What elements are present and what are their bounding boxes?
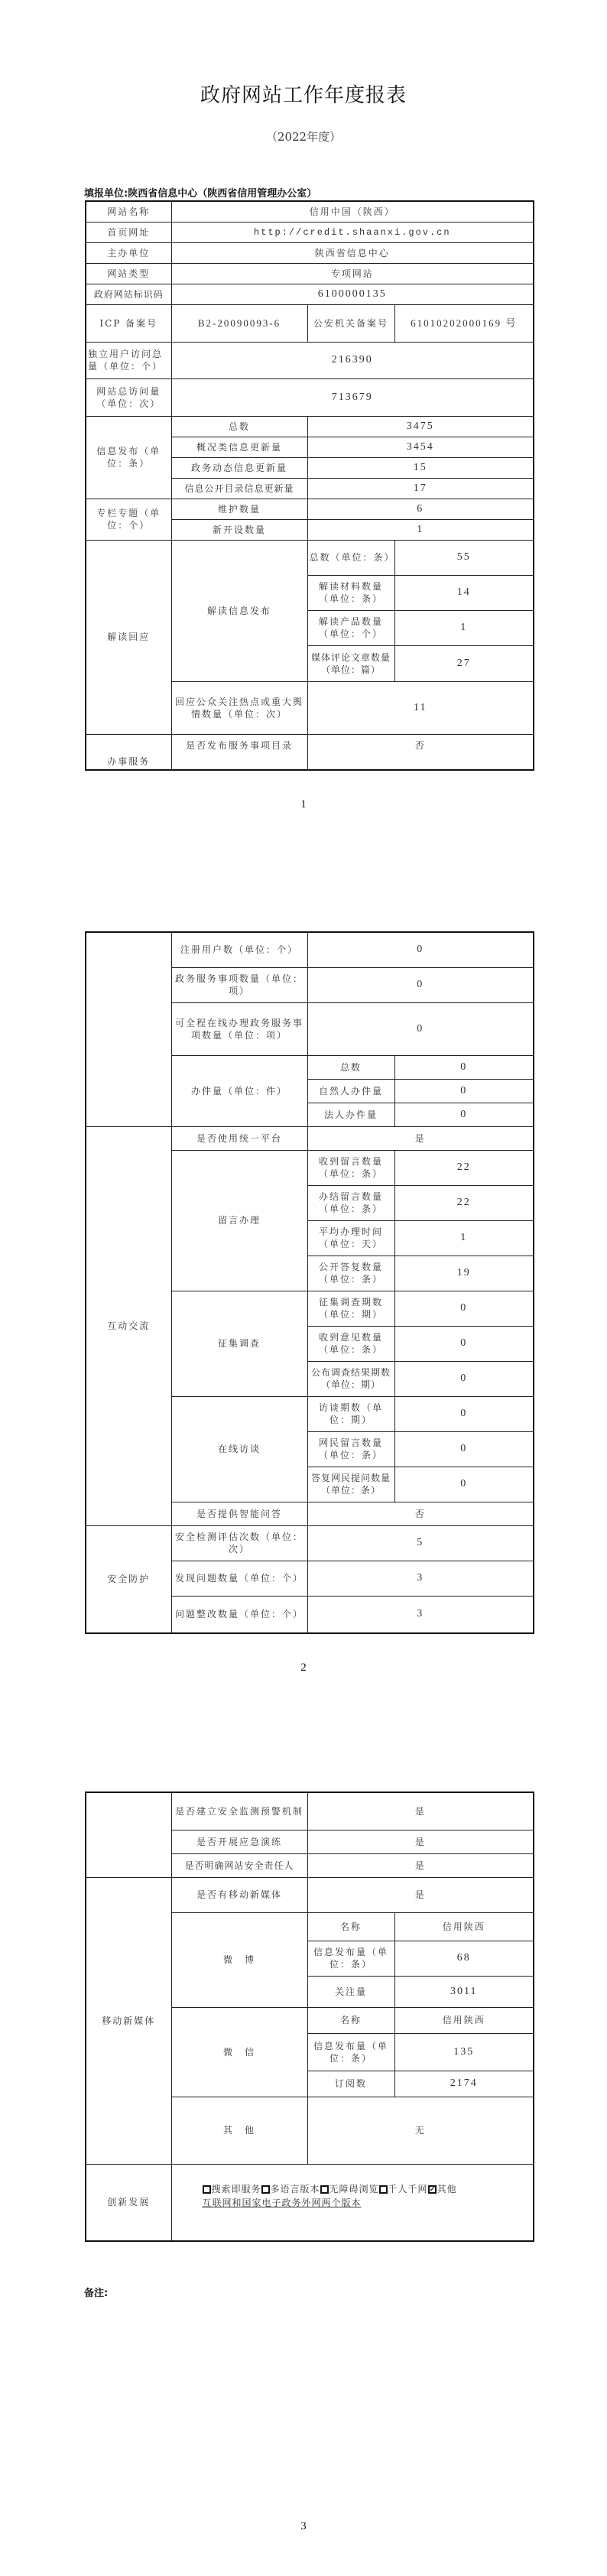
site-name: 信用中国（陕西） [171,201,534,222]
checkbox-personalized[interactable] [379,2185,388,2194]
unified-platform-value: 是 [307,1126,534,1150]
security-label-1: 发现问题数量（单位：个） [171,1561,307,1596]
survey-label-2: 公布调查结果期数（单位：期） [307,1361,394,1396]
option-search-service: 搜索即服务 [211,2184,261,2195]
info-publish-value-0: 3475 [307,416,534,437]
interpret-value-1: 14 [394,575,534,610]
service-catalog-value: 否 [307,734,534,770]
interpret-value-0: 55 [394,540,534,575]
option-accessibility: 无障碍浏览 [329,2184,379,2195]
message-label-2: 平均办理时间（单位：天） [307,1220,394,1256]
other-media-value: 无 [307,2097,534,2164]
info-publish-value-3: 17 [307,478,534,499]
page-number-3: 3 [300,2520,307,2532]
label-new-media: 移动新媒体 [86,1877,171,2164]
interpret-label-1: 解读材料数量（单位：条） [307,575,394,610]
cases-label-2: 法人办件量 [307,1103,394,1126]
security-value-3: 是 [307,1792,534,1830]
message-value-1: 22 [394,1185,534,1220]
page-views: 713679 [171,378,534,416]
report-table-page-3 [85,1792,534,2242]
interpret-value-3: 27 [394,645,534,681]
checkbox-other-checked[interactable] [428,2185,437,2194]
checkbox-multilingual[interactable] [261,2185,270,2194]
service-items-value: 0 [307,967,534,1002]
weibo-value-2: 3011 [394,1976,534,2007]
police-record-number: 61010202000169 号 [394,304,534,342]
report-table-page-1 [85,200,534,771]
wechat-value-0: 信用陕西 [394,2007,534,2033]
message-label-3: 公开答复数量（单位：条） [307,1256,394,1291]
unique-visitors: 216390 [171,342,534,378]
security-value-5: 是 [307,1853,534,1877]
checkbox-search-service[interactable] [203,2185,211,2194]
cases-value-0: 0 [394,1055,534,1079]
option-other: 其他 [437,2184,457,2195]
interpret-label-3: 媒体评论文章数量（单位：篇） [307,645,394,681]
weibo-label-1: 信息发布量（单位：条） [307,1941,394,1976]
label-interpret: 解读回应 [86,540,171,734]
weibo-label-2: 关注量 [307,1976,394,2007]
weibo-value-0: 信用陕西 [394,1912,534,1941]
security-label-0: 安全检测评估次数（单位：次） [171,1525,307,1561]
security-value-4: 是 [307,1830,534,1853]
site-type: 专项网站 [171,263,534,284]
message-value-3: 19 [394,1256,534,1291]
interview-value-2: 0 [394,1467,534,1502]
registered-users-value: 0 [307,932,534,967]
security-label-2: 问题整改数量（单位：个） [171,1596,307,1633]
survey-label-0: 征集调查期数（单位：期） [307,1291,394,1326]
label-sponsor: 主办单位 [86,242,171,263]
survey-label-1: 收到意见数量（单位：条） [307,1326,394,1361]
info-publish-value-2: 15 [307,457,534,478]
survey-value-2: 0 [394,1361,534,1396]
columns-value-1: 1 [307,519,534,540]
has-new-media-value: 是 [307,1877,534,1912]
label-info-publish: 信息发布（单位：条） [86,416,171,499]
label-unified-platform: 是否使用统一平台 [171,1126,307,1150]
message-value-0: 22 [394,1150,534,1185]
label-smart-qa: 是否提供智能问答 [171,1502,307,1525]
cases-label-0: 总数 [307,1055,394,1079]
label-unique-visitors: 独立用户访问总量（单位：个） [86,342,171,378]
label-cases: 办件量（单位：件） [171,1055,307,1126]
innovation-options [171,2164,534,2241]
cases-value-2: 0 [394,1103,534,1126]
label-police-record: 公安机关备案号 [307,304,394,342]
option-personalized: 千人千网 [388,2184,428,2195]
page-number-2: 2 [300,1662,307,1674]
online-items-value: 0 [307,1002,534,1055]
label-security: 安全防护 [86,1525,171,1633]
message-value-2: 1 [394,1220,534,1256]
label-registered-users: 注册用户数（单位：个） [171,932,307,967]
interpret-label-0: 总数（单位：条） [307,540,394,575]
checkbox-accessibility[interactable] [320,2185,329,2194]
label-weibo: 微 博 [171,1912,307,2007]
label-service-items: 政务服务事项数量（单位：项） [171,967,307,1002]
label-has-new-media: 是否有移动新媒体 [171,1877,307,1912]
label-site-name: 网站名称 [86,201,171,222]
page-number-1: 1 [300,798,307,810]
security-continued [86,1792,171,1877]
smart-qa-value: 否 [307,1502,534,1525]
report-year: （2022年度） [265,130,342,144]
icp-number: B2-20090093-6 [171,304,307,342]
site-code: 6100000135 [171,284,534,304]
survey-value-1: 0 [394,1326,534,1361]
label-url: 首页网址 [86,222,171,242]
label-site-type: 网站类型 [86,263,171,284]
interview-value-1: 0 [394,1431,534,1467]
security-label-3: 是否建立安全监测预警机制 [171,1792,307,1830]
security-value-0: 5 [307,1525,534,1561]
wechat-value-1: 135 [394,2033,534,2071]
wechat-label-2: 订阅数 [307,2071,394,2097]
survey-value-0: 0 [394,1291,534,1326]
interpret-label-2: 解读产品数量（单位：个） [307,610,394,645]
page-title: 政府网站工作年度报表 [200,84,407,107]
site-url: http://credit.shaanxi.gov.cn [171,222,534,242]
label-icp: ICP 备案号 [86,304,171,342]
interview-label-1: 网民留言数量（单位：条） [307,1431,394,1467]
wechat-label-0: 名称 [307,2007,394,2033]
sponsor: 陕西省信息中心 [171,242,534,263]
report-table-page-2 [85,931,534,1634]
hotspot-value: 11 [307,681,534,734]
wechat-value-2: 2174 [394,2071,534,2097]
interpret-value-2: 1 [394,610,534,645]
cases-value-1: 0 [394,1079,534,1103]
security-value-1: 3 [307,1561,534,1596]
label-innovation: 创新发展 [86,2164,171,2241]
info-publish-value-1: 3454 [307,437,534,457]
security-label-4: 是否开展应急演练 [171,1830,307,1853]
interview-label-0: 访谈期数（单位：期） [307,1396,394,1431]
security-value-2: 3 [307,1596,534,1633]
label-site-code: 政府网站标识码 [86,284,171,304]
innovation-other-text: 互联网和国家电子政务外网两个版本 [202,2198,362,2209]
info-publish-label-0: 总数 [171,416,307,437]
label-service: 办事服务 [86,734,171,770]
label-interaction: 互动交流 [86,1126,171,1525]
label-interpret-publish: 解读信息发布 [171,540,307,681]
columns-label-0: 维护数量 [171,499,307,519]
service-continued [86,932,171,1126]
security-label-5: 是否明确网站安全责任人 [171,1853,307,1877]
label-page-views: 网站总访问量（单位：次） [86,378,171,416]
message-label-0: 收到留言数量（单位：条） [307,1150,394,1185]
message-label-1: 办结留言数量（单位：条） [307,1185,394,1220]
weibo-value-1: 68 [394,1941,534,1976]
wechat-label-1: 信息发布量（单位：条） [307,2033,394,2071]
label-wechat: 微 信 [171,2007,307,2097]
info-publish-label-2: 政务动态信息更新量 [171,457,307,478]
columns-label-1: 新开设数量 [171,519,307,540]
label-columns: 专栏专题（单位：个） [86,499,171,540]
label-hotspot: 回应公众关注热点或重大舆情数量（单位：次） [171,681,307,734]
remarks-label: 备注: [84,2288,109,2299]
weibo-label-0: 名称 [307,1912,394,1941]
cases-label-1: 自然人办件量 [307,1079,394,1103]
label-survey: 征集调查 [171,1291,307,1396]
info-publish-label-1: 概况类信息更新量 [171,437,307,457]
interview-label-2: 答复网民提问数量（单位：条） [307,1467,394,1502]
reporting-unit: 填报单位:陕西省信息中心（陕西省信用管理办公室） [84,188,317,200]
interview-value-0: 0 [394,1396,534,1431]
option-multilingual: 多语言版本 [270,2184,320,2195]
label-other-media: 其 他 [171,2097,307,2164]
label-online-items: 可全程在线办理政务服务事项数量（单位：项） [171,1002,307,1055]
label-interview: 在线访谈 [171,1396,307,1502]
columns-value-0: 6 [307,499,534,519]
label-message-handling: 留言办理 [171,1150,307,1291]
info-publish-label-3: 信息公开目录信息更新量 [171,478,307,499]
label-service-catalog: 是否发布服务事项目录 [171,734,307,770]
